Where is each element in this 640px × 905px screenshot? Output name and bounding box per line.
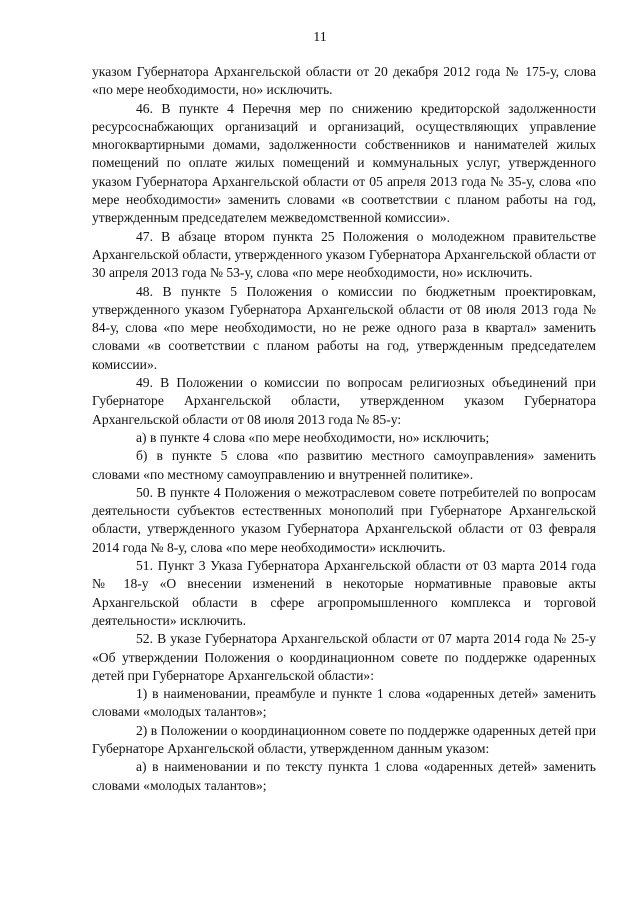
paragraph-item-47: 47. В абзаце втором пункта 25 Положения о молодежном правительстве Архангельской области, утвержденного указом Губернатора Архангельской области от 30 апреля 2013 года № 53-у, слова «по мере необходимости, но» исключить.	[92, 228, 596, 281]
paragraph-item-50: 50. В пункте 4 Положения о межотраслевом совете потребителей по вопросам деятельности субъектов естественных монополий при Губернаторе Архангельской области, утвержденного указом Губернатора Архангельской области от 03 февраля 2014 года № 8-у, слова «по мере необходимости» исключить.	[92, 484, 596, 555]
paragraph-continuation: указом Губернатора Архангельской области от 20 декабря 2012 года № 175-у, слова «по мере необходимости, но» исключить.	[92, 64, 596, 98]
paragraph-item-52: 52. В указе Губернатора Архангельской области от 07 марта 2014 года № 25-у «Об утверждении Положения о координационном совете по поддержке одаренных детей при Губернаторе Архангельской области»:	[92, 631, 596, 683]
paragraph-item-48: 48. В пункте 5 Положения о комиссии по бюджетным проектировкам, утвержденного указом Губернатора Архангельской области от 08 июля 2013 года № 84-у, слова «по мере необходимости, но не реже одного раза в квартал» заменить словами «в соответствии с планом работы на год, утвержденным председателем комиссии».	[92, 283, 596, 372]
paragraph-item-46: 46. В пункте 4 Перечня мер по снижению кредиторской задолженности ресурсоснабжающих организаций и организаций, осуществляющих управление многоквартирными домами, задолженности собственников и нанимателей жилых помещений по оплате жилых помещений и коммунальных услуг, утвержденного указом Губернатора Архангельской области от 05 апреля 2013 года № 35-у, слова «по мере необходимости» заменить словами «в соответствии с планом работы на год, утвержденным председателем межведомственной комиссии».	[92, 100, 596, 226]
page-number: 11	[313, 30, 327, 45]
paragraph-item-49a: а) в пункте 4 слова «по мере необходимости, но» исключить;	[136, 429, 490, 445]
paragraph-item-51: 51. Пункт 3 Указа Губернатора Архангельской области от 03 марта 2014 года № 18-у «О внесении изменений в некоторые нормативные правовые акты Архангельской области в сфере агропромышленного комплекса и торговой деятельности» исключить.	[92, 558, 596, 628]
paragraph-item-52-1: 1) в наименовании, преамбуле и пункте 1 слова «одаренных детей» заменить словами «молодых талантов»;	[92, 686, 596, 720]
paragraph-item-49b: б) в пункте 5 слова «по развитию местного самоуправления» заменить словами «по местному самоуправлению и внутренней политике».	[92, 448, 596, 482]
document-body	[92, 63, 596, 795]
paragraph-item-52-2a: а) в наименовании и по тексту пункта 1 слова «одаренных детей» заменить словами «молодых талантов»;	[92, 759, 596, 793]
paragraph-item-52-2: 2) в Положении о координационном совете по поддержке одаренных детей при Губернаторе Архангельской области, утвержденном данным указом:	[92, 722, 596, 756]
paragraph-item-49: 49. В Положении о комиссии по вопросам религиозных объединений при Губернаторе Архангельской области, утвержденном указом Губернатора Архангельской области от 08 июля 2013 года № 85-у:	[92, 375, 596, 427]
